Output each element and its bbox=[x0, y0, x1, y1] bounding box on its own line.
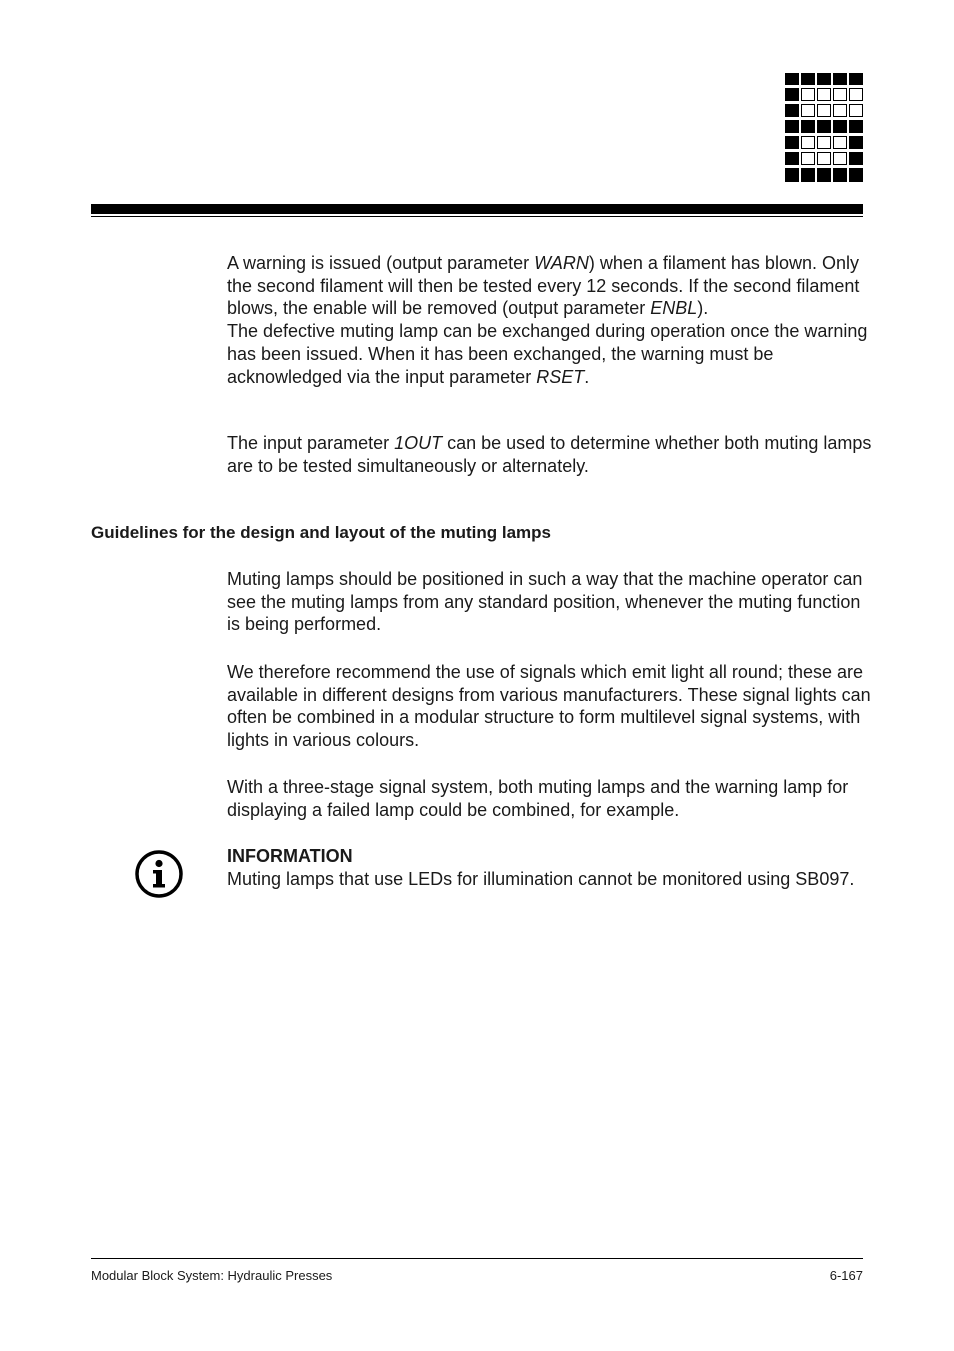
text: With a three-stage signal system, both muting lamps and the warning lamp for displaying a failed lamp could be combined, for example. bbox=[227, 777, 849, 820]
param-warn: WARN bbox=[534, 253, 589, 273]
information-title: INFORMATION bbox=[227, 846, 353, 866]
text: can be used to determine whether both muting lamps are to be tested simultaneously or alternately. bbox=[227, 433, 872, 476]
paragraph-warning bbox=[227, 252, 877, 388]
text: . bbox=[584, 366, 590, 387]
footer-document-title: Modular Block System: Hydraulic Presses bbox=[91, 1268, 333, 1283]
param-1out: 1OUT bbox=[394, 433, 443, 453]
footer-page-number: 6-167 bbox=[829, 1268, 863, 1283]
text: A warning is issued (output parameter bbox=[227, 253, 535, 273]
text: The defective muting lamp can be exchanged during operation once the warning has been issued. When it has been exchanged, the warning must be acknowledged via the input parameter bbox=[227, 321, 868, 387]
footer-rule bbox=[91, 1258, 863, 1259]
header-rule-thin bbox=[91, 216, 863, 217]
text: Muting lamps should be positioned in such a way that the machine operator can see the muting lamps from any standard position, whenever the muting function is being performed. bbox=[227, 569, 863, 635]
grid-logo-icon bbox=[785, 73, 863, 183]
text: ). bbox=[697, 298, 709, 319]
information-note bbox=[227, 845, 877, 890]
text: We therefore recommend the use of signals which emit light all round; these are available in different designs from various manufacturers. These signal lights can often be combined in a modular structure to form multilevel signal systems, with lights in various colours. bbox=[227, 662, 871, 751]
param-enbl: ENBL bbox=[650, 298, 698, 319]
paragraph-three-stage bbox=[227, 776, 877, 821]
paragraph-positioning bbox=[227, 568, 877, 636]
param-rset: RSET bbox=[536, 366, 585, 387]
information-icon bbox=[134, 849, 184, 904]
text: ) when a filament has blown. Only the second filament will then be tested every 12 seconds. If the second filament blows, the enable will be removed (output parameter bbox=[227, 253, 860, 319]
header-rule-thick bbox=[91, 204, 863, 214]
section-heading: Guidelines for the design and layout of the muting lamps bbox=[91, 523, 551, 542]
information-body: Muting lamps that use LEDs for illumination cannot be monitored using SB097. bbox=[227, 868, 855, 889]
paragraph-1out bbox=[227, 432, 877, 477]
text: The input parameter bbox=[227, 433, 395, 453]
paragraph-recommendation bbox=[227, 661, 877, 752]
